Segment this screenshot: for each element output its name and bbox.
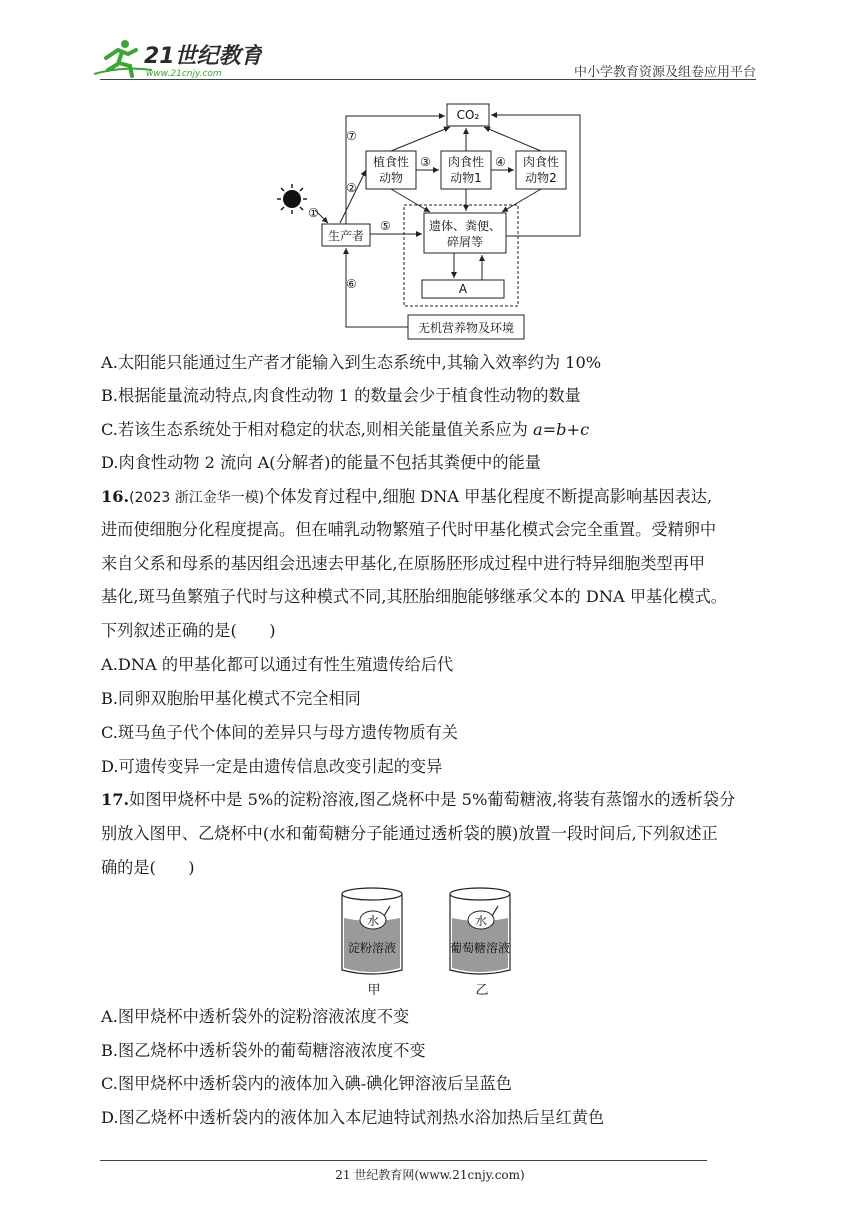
q15-option-c-formula: a=b+c [532, 420, 590, 439]
header-divider [100, 79, 756, 80]
remains-label-2: 碎屑等 [446, 235, 484, 249]
logo-text: 21世纪教育 [144, 44, 262, 69]
beaker-diagram [330, 882, 530, 997]
q16-text-1: 个体发育过程中,细胞 DNA 甲基化程度不断提高影响基因表达, [264, 487, 713, 506]
q17-option-b: B.图乙烧杯中透析袋外的葡萄糖溶液浓度不变 [101, 1041, 426, 1060]
co2-label: CO₂ [456, 108, 480, 122]
beaker-right [450, 888, 510, 997]
q16-option-c: C.斑马鱼子代个体间的差异只与母方遗传物质有关 [101, 723, 458, 742]
marker-1: ① [308, 206, 319, 220]
marker-6: ⑥ [346, 277, 357, 291]
q17-stem-line-3: 确的是( ) [101, 858, 195, 877]
q16-stem-line-2: 进而使细胞分化程度提高。但在哺乳动物繁殖子代时甲基化模式会完全重置。受精卵中 [101, 520, 717, 539]
a-label: A [458, 282, 468, 296]
q16-option-b: B.同卵双胞胎甲基化模式不完全相同 [101, 689, 361, 708]
site-logo[interactable] [92, 36, 262, 80]
beaker-left [342, 888, 402, 997]
inorganic-label: 无机营养物及环境 [417, 321, 515, 335]
footer-divider [100, 1160, 707, 1161]
carnivore2-label-1: 肉食性 [522, 155, 560, 169]
marker-2: ② [346, 181, 357, 195]
q17-number: 17. [101, 790, 130, 809]
logo-url: www.21cnjy.com [146, 69, 222, 79]
caption-right: 乙 [475, 983, 489, 997]
carnivore1-label-2: 动物1 [450, 171, 482, 185]
q16-option-a: A.DNA 的甲基化都可以通过有性生殖遗传给后代 [101, 655, 454, 674]
q16-stem-line-3: 来自父系和母系的基因组会迅速去甲基化,在原肠胚形成过程中进行特异细胞类型再甲 [101, 554, 706, 573]
platform-name: 中小学教育资源及组卷应用平台 [573, 65, 756, 80]
q15-option-c-text: C.若该生态系统处于相对稳定的状态,则相关能量值关系应为 [101, 420, 533, 439]
q17-stem-line-2: 别放入图甲、乙烧杯中(水和葡萄糖分子能通过透析袋的膜)放置一段时间后,下列叙述正 [101, 824, 718, 843]
energy-flow-diagram [270, 96, 590, 346]
q16-stem-line-4: 基化,斑马鱼繁殖子代时与这种模式不同,其胚胎细胞能够继承父本的 DNA 甲基化模式。 [101, 587, 727, 606]
carnivore2-label-2: 动物2 [525, 171, 557, 185]
q17-stem-line-1 [101, 789, 735, 811]
q16-number: 16. [101, 487, 130, 506]
beaker-left-label: 淀粉溶液 [347, 941, 397, 955]
carnivore1-label-1: 肉食性 [447, 155, 485, 169]
marker-4: ④ [495, 155, 506, 169]
marker-5: ⑤ [380, 219, 391, 233]
q17-text-1: 如图甲烧杯中是 5%的淀粉溶液,图乙烧杯中是 5%葡萄糖液,将装有蒸馏水的透析袋分 [129, 790, 736, 809]
q15-option-b: B.根据能量流动特点,肉食性动物 1 的数量会少于植食性动物的数量 [101, 386, 581, 405]
bag-label-right: 水 [474, 914, 488, 928]
marker-7: ⑦ [346, 129, 357, 143]
q16-option-d: D.可遗传变异一定是由遗传信息改变引起的变异 [101, 757, 443, 776]
q16-stem-line-1 [101, 486, 712, 509]
producer-label: 生产者 [327, 229, 365, 243]
q17-option-a: A.图甲烧杯中透析袋外的淀粉溶液浓度不变 [101, 1007, 410, 1026]
q15-option-a: A.太阳能只能通过生产者才能输入到生态系统中,其输入效率约为 10% [101, 353, 602, 372]
q17-option-c: C.图甲烧杯中透析袋内的液体加入碘-碘化钾溶液后呈蓝色 [101, 1074, 512, 1093]
bag-label-left: 水 [366, 914, 380, 928]
remains-label-1: 遗体、粪便、 [428, 219, 502, 233]
sun-icon [277, 184, 307, 214]
q16-stem-line-5: 下列叙述正确的是( ) [101, 621, 276, 640]
q15-option-d: D.肉食性动物 2 流向 A(分解者)的能量不包括其粪便中的能量 [101, 453, 541, 472]
q15-option-c [101, 419, 589, 441]
herbivore-label-1: 植食性 [372, 155, 410, 169]
beaker-right-label: 葡萄糖溶液 [449, 941, 511, 955]
footer-link[interactable]: 21 世纪教育网(www.21cnjy.com) [335, 1168, 525, 1182]
q17-option-d: D.图乙烧杯中透析袋内的液体加入本尼迪特试剂热水浴加热后呈红黄色 [101, 1108, 605, 1127]
herbivore-label-2: 动物 [378, 171, 404, 185]
q16-source: (2023 浙江金华一模) [129, 490, 265, 506]
caption-left: 甲 [367, 983, 381, 997]
marker-3: ③ [420, 155, 431, 169]
